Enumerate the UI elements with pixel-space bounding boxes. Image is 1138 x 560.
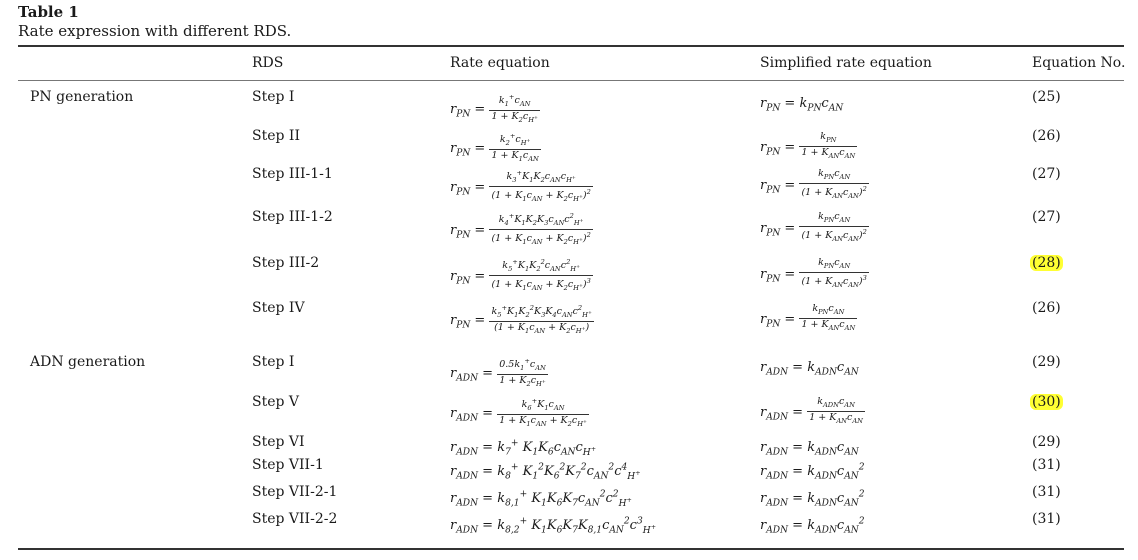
rate-equation-formula: $r_{ADN}$ = $\frac{0.5k_1^+c_{AN}}{1 + K_2c_{H^+}}$ — [450, 357, 546, 388]
rds-cell: Step V — [252, 394, 300, 410]
group-adn-generation: ADN generation — [30, 354, 146, 370]
bottom-rule — [18, 548, 1124, 550]
rds-cell: Step II — [252, 128, 300, 144]
equation-number: (27) — [1032, 166, 1061, 182]
simplified-equation-formula: $r_{PN}$ = $\frac{k_{PN}}{1 + K_{AN}c_{AN}}$ — [760, 131, 856, 160]
equation-number: (31) — [1032, 484, 1061, 500]
header-rule — [18, 80, 1124, 81]
rate-equation-formula: $r_{ADN}$ = $\frac{k_6^+K_1c_{AN}}{1 + K_1c_{AN} + K_2c_{H^+}}$ — [450, 397, 587, 428]
equation-number-highlighted: (28) — [1032, 255, 1061, 271]
rate-equation-formula: $r_{PN}$ = $\frac{k_2^+c_{H^+}}{1 + K_1c_{AN}}$ — [450, 132, 539, 163]
top-rule — [18, 45, 1124, 47]
simplified-equation-formula: $r_{ADN} = k_{ADN}c_{AN}^2$ — [760, 489, 865, 509]
rds-cell: Step IV — [252, 300, 305, 316]
table-caption: Rate expression with different RDS. — [18, 22, 292, 40]
simplified-equation-formula: $r_{PN}$ = $\frac{k_{PN}c_{AN}}{(1 + K_{AN}c_{AN})^2}$ — [760, 168, 867, 200]
table-title: Table 1 — [18, 3, 79, 21]
simplified-equation-formula: $r_{PN}$ = $\frac{k_{PN}c_{AN}}{(1 + K_{AN}c_{AN})^2}$ — [760, 211, 867, 243]
rate-equation-formula: $r_{ADN} = k_8^+$ $K_1^2K_6^2K_7^2c_{AN}^2c^4_{H^+}$ — [450, 462, 641, 482]
simplified-equation-formula: $r_{ADN} = k_{ADN}c_{AN}$ — [760, 440, 859, 458]
rds-cell: Step III-1-1 — [252, 166, 333, 182]
simplified-equation-formula: $r_{ADN} = k_{ADN}c_{AN}^2$ — [760, 516, 865, 536]
header-simplified-rate-equation: Simplified rate equation — [760, 55, 932, 71]
rds-cell: Step VI — [252, 434, 305, 450]
equation-number: (29) — [1032, 354, 1061, 370]
simplified-equation-formula: $r_{PN} = k_{PN}c_{AN}$ — [760, 96, 844, 114]
rds-cell: Step I — [252, 354, 295, 370]
rate-equation-formula: $r_{ADN} = k_7^+$ $K_1K_6c_{AN}c_{H^+}$ — [450, 438, 597, 458]
rate-equation-formula: $r_{ADN} = k_{8,1}^+$ $K_1K_6K_7c_{AN}^2c^2_{H^+}$ — [450, 489, 632, 509]
rate-equation-formula: $r_{ADN} = k_{8,2}^+$ $K_1K_6K_7K_{8,1}c_{AN}^2c^3_{H^+}$ — [450, 516, 657, 536]
equation-number: (31) — [1032, 511, 1061, 527]
rate-equation-formula: $r_{PN}$ = $\frac{k_4^+K_1K_2K_3c_{AN}c^2_{H^+}}{(1 + K_1c_{AN} + K_2c_{H^+})^2}$ — [450, 212, 591, 247]
equation-number-highlighted: (30) — [1032, 394, 1061, 410]
rds-cell: Step I — [252, 89, 295, 105]
group-pn-generation: PN generation — [30, 89, 134, 105]
rds-cell: Step III-1-2 — [252, 209, 333, 225]
rds-cell: Step VII-2-1 — [252, 484, 338, 500]
rate-equation-formula: $r_{PN}$ = $\frac{k_5^+K_1K_2^2c_{AN}c^2_{H^+}}{(1 + K_1c_{AN} + K_2c_{H^+})^3}$ — [450, 258, 591, 293]
rate-equation-formula: $r_{PN}$ = $\frac{k_1^+c_{AN}}{1 + K_2c_{H^+}}$ — [450, 93, 538, 124]
equation-number: (29) — [1032, 434, 1061, 450]
rds-cell: Step III-2 — [252, 255, 320, 271]
rate-equation-formula: $r_{PN}$ = $\frac{k_3^+K_1K_2c_{AN}c_{H^+}}{(1 + K_1c_{AN} + K_2c_{H^+})^2}$ — [450, 169, 591, 204]
rds-cell: Step VII-2-2 — [252, 511, 338, 527]
equation-number: (26) — [1032, 128, 1061, 144]
simplified-equation-formula: $r_{PN}$ = $\frac{k_{PN}c_{AN}}{1 + K_{AN}c_{AN}}$ — [760, 303, 856, 332]
header-rate-equation: Rate equation — [450, 55, 550, 71]
simplified-equation-formula: $r_{ADN} = k_{ADN}c_{AN}$ — [760, 360, 859, 378]
rate-equation-formula: $r_{PN}$ = $\frac{k_5^+K_1K_2^2K_3K_4c_{AN}c^2_{H^+}}{(1 + K_1c_{AN} + K_2c_{H^+})}$ — [450, 304, 592, 335]
simplified-equation-formula: $r_{ADN}$ = $\frac{k_{ADN}c_{AN}}{1 + K_{AN}c_{AN}}$ — [760, 396, 863, 425]
equation-number: (27) — [1032, 209, 1061, 225]
simplified-equation-formula: $r_{ADN} = k_{ADN}c_{AN}^2$ — [760, 462, 865, 482]
header-equation-no: Equation No. — [1032, 55, 1126, 71]
rds-cell: Step VII-1 — [252, 457, 324, 473]
equation-number: (31) — [1032, 457, 1061, 473]
equation-number: (26) — [1032, 300, 1061, 316]
simplified-equation-formula: $r_{PN}$ = $\frac{k_{PN}c_{AN}}{(1 + K_{AN}c_{AN})^3}$ — [760, 257, 867, 289]
header-rds: RDS — [252, 55, 284, 71]
equation-number: (25) — [1032, 89, 1061, 105]
